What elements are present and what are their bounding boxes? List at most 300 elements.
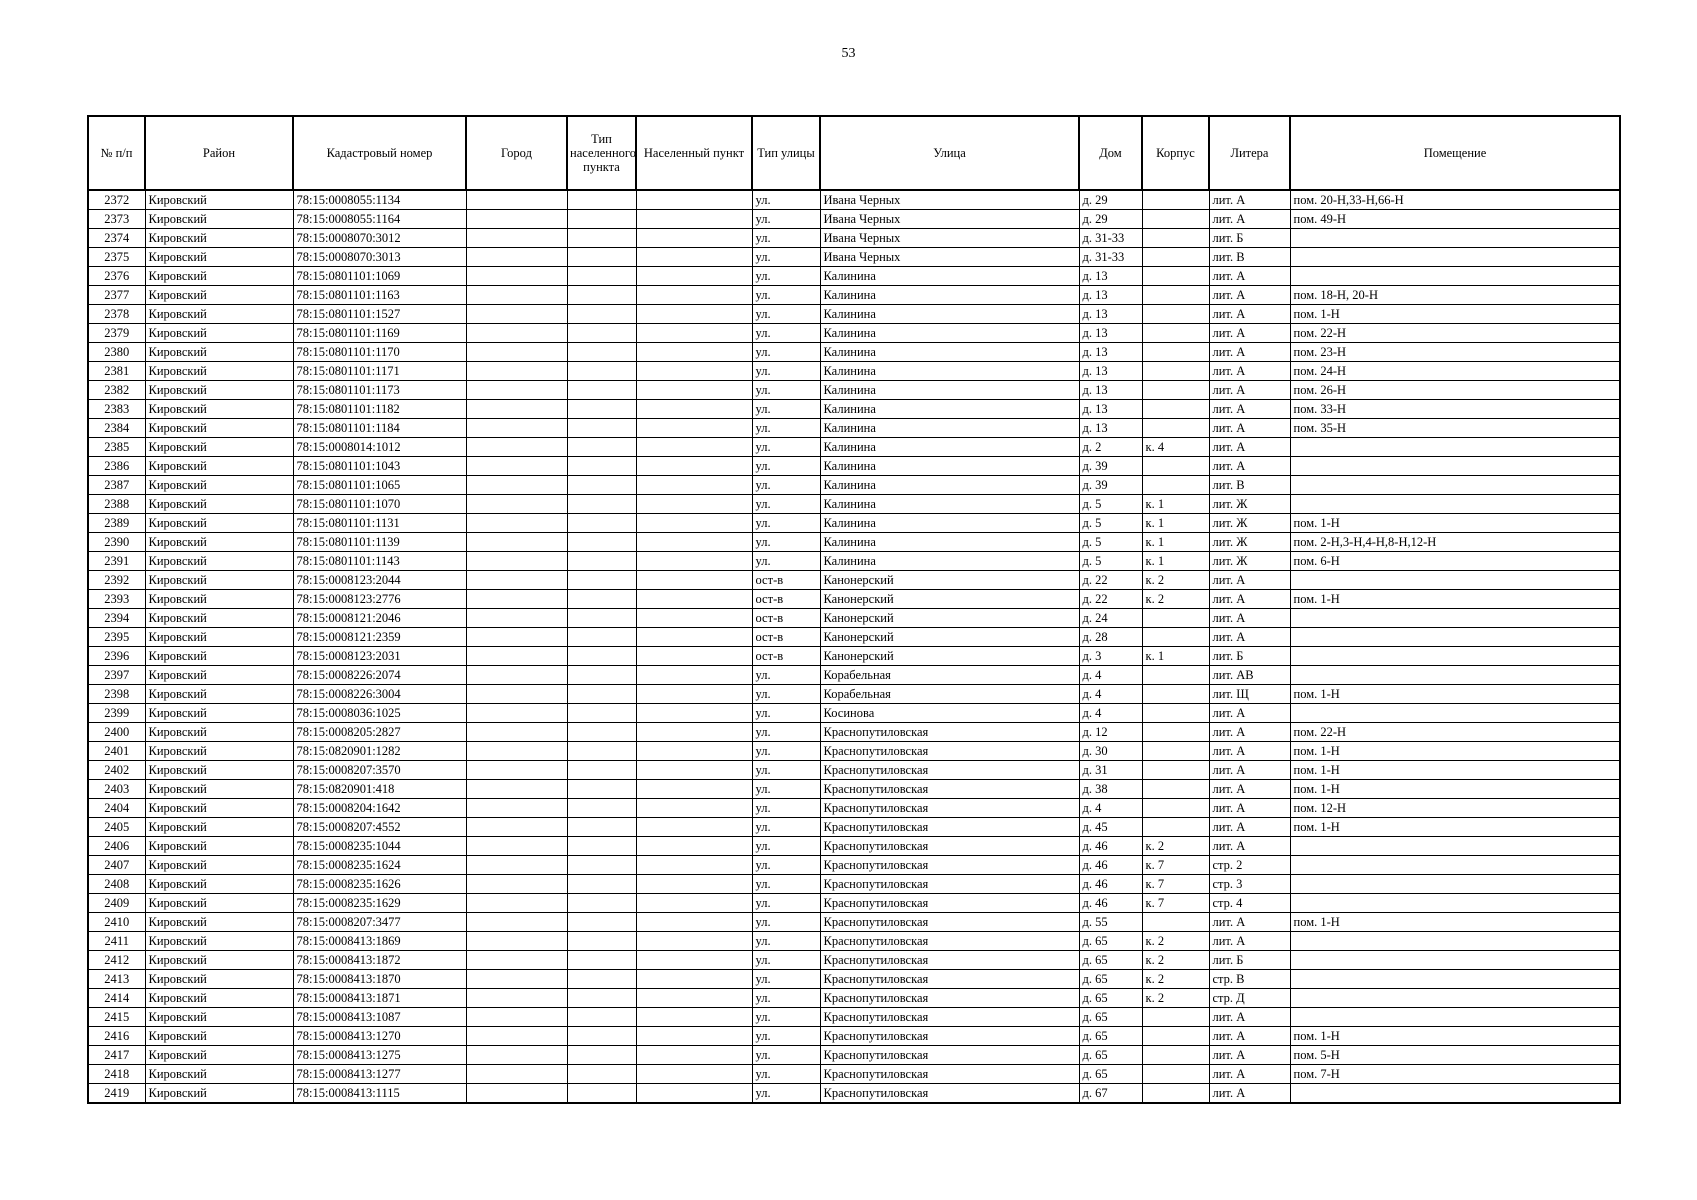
cell-settlement-type <box>567 1084 636 1104</box>
cell-cadastral-number: 78:15:0008014:1012 <box>293 438 466 457</box>
cell-building <box>1142 742 1209 761</box>
cell-cadastral-number: 78:15:0801101:1043 <box>293 457 466 476</box>
cell-settlement <box>636 400 752 419</box>
cell-letter: лит. А <box>1209 1027 1290 1046</box>
cell-house: д. 12 <box>1079 723 1142 742</box>
cell-settlement-type <box>567 457 636 476</box>
cell-house: д. 39 <box>1079 476 1142 495</box>
table-row <box>88 894 1620 913</box>
cell-street-type: ул. <box>752 856 820 875</box>
cell-number: 2416 <box>88 1027 145 1046</box>
cell-house: д. 31-33 <box>1079 248 1142 267</box>
cell-number: 2412 <box>88 951 145 970</box>
cell-number: 2375 <box>88 248 145 267</box>
cell-district: Кировский <box>145 248 293 267</box>
cell-settlement <box>636 1065 752 1084</box>
cell-settlement-type <box>567 476 636 495</box>
cell-cadastral-number: 78:15:0801101:1173 <box>293 381 466 400</box>
cell-district: Кировский <box>145 742 293 761</box>
cell-settlement-type <box>567 799 636 818</box>
cell-street-type: ост-в <box>752 609 820 628</box>
cell-district: Кировский <box>145 210 293 229</box>
cell-district: Кировский <box>145 609 293 628</box>
cell-street: Канонерский <box>820 628 1079 647</box>
cell-street: Калинина <box>820 552 1079 571</box>
cell-cadastral-number: 78:15:0008205:2827 <box>293 723 466 742</box>
table-row <box>88 305 1620 324</box>
cell-settlement-type <box>567 343 636 362</box>
cell-city <box>466 552 567 571</box>
cell-city <box>466 495 567 514</box>
cell-letter: стр. Д <box>1209 989 1290 1008</box>
cell-settlement <box>636 723 752 742</box>
cell-letter: лит. А <box>1209 1046 1290 1065</box>
registry-table <box>87 115 1621 1104</box>
cell-house: д. 2 <box>1079 438 1142 457</box>
cell-letter: лит. А <box>1209 362 1290 381</box>
cell-building: к. 4 <box>1142 438 1209 457</box>
cell-letter: лит. А <box>1209 305 1290 324</box>
table-row <box>88 1065 1620 1084</box>
cell-settlement <box>636 286 752 305</box>
cell-street-type: ул. <box>752 989 820 1008</box>
cell-settlement-type <box>567 1046 636 1065</box>
cell-city <box>466 419 567 438</box>
cell-cadastral-number: 78:15:0008413:1087 <box>293 1008 466 1027</box>
header-settlement-type: Тип населенного пункта <box>567 116 636 190</box>
cell-house: д. 38 <box>1079 780 1142 799</box>
cell-city <box>466 210 567 229</box>
cell-street: Калинина <box>820 362 1079 381</box>
cell-letter: лит. А <box>1209 438 1290 457</box>
cell-street-type: ул. <box>752 704 820 723</box>
cell-house: д. 46 <box>1079 875 1142 894</box>
cell-district: Кировский <box>145 856 293 875</box>
cell-settlement <box>636 894 752 913</box>
cell-number: 2397 <box>88 666 145 685</box>
cell-street: Калинина <box>820 343 1079 362</box>
cell-building: к. 2 <box>1142 590 1209 609</box>
cell-settlement-type <box>567 780 636 799</box>
cell-number: 2399 <box>88 704 145 723</box>
cell-building: к. 7 <box>1142 856 1209 875</box>
cell-building: к. 2 <box>1142 970 1209 989</box>
cell-premises: пом. 1-Н <box>1290 761 1620 780</box>
table-row <box>88 438 1620 457</box>
cell-district: Кировский <box>145 229 293 248</box>
cell-building <box>1142 609 1209 628</box>
header-street-type: Тип улицы <box>752 116 820 190</box>
cell-city <box>466 590 567 609</box>
cell-premises: пом. 20-Н,33-Н,66-Н <box>1290 190 1620 210</box>
cell-premises <box>1290 951 1620 970</box>
cell-settlement <box>636 419 752 438</box>
cell-street-type: ул. <box>752 438 820 457</box>
cell-letter: лит. А <box>1209 742 1290 761</box>
cell-district: Кировский <box>145 666 293 685</box>
table-row <box>88 818 1620 837</box>
cell-building <box>1142 1084 1209 1104</box>
cell-cadastral-number: 78:15:0801101:1169 <box>293 324 466 343</box>
header-street: Улица <box>820 116 1079 190</box>
cell-street-type: ул. <box>752 381 820 400</box>
cell-building <box>1142 761 1209 780</box>
cell-house: д. 28 <box>1079 628 1142 647</box>
cell-street-type: ул. <box>752 552 820 571</box>
cell-street-type: ул. <box>752 1084 820 1104</box>
cell-settlement-type <box>567 837 636 856</box>
cell-house: д. 13 <box>1079 362 1142 381</box>
cell-settlement-type <box>567 571 636 590</box>
cell-street-type: ул. <box>752 932 820 951</box>
table-row <box>88 970 1620 989</box>
cell-street: Краснопутиловская <box>820 818 1079 837</box>
header-district: Район <box>145 116 293 190</box>
cell-house: д. 65 <box>1079 951 1142 970</box>
cell-city <box>466 628 567 647</box>
table-row <box>88 590 1620 609</box>
cell-settlement <box>636 457 752 476</box>
cell-district: Кировский <box>145 647 293 666</box>
cell-letter: лит. А <box>1209 210 1290 229</box>
cell-street-type: ул. <box>752 780 820 799</box>
cell-street-type: ул. <box>752 400 820 419</box>
cell-building <box>1142 666 1209 685</box>
cell-letter: лит. А <box>1209 837 1290 856</box>
cell-building <box>1142 210 1209 229</box>
cell-number: 2400 <box>88 723 145 742</box>
cell-settlement-type <box>567 723 636 742</box>
table-row <box>88 400 1620 419</box>
cell-settlement-type <box>567 248 636 267</box>
cell-house: д. 31 <box>1079 761 1142 780</box>
cell-building <box>1142 229 1209 248</box>
table-row <box>88 248 1620 267</box>
cell-settlement-type <box>567 514 636 533</box>
cell-settlement-type <box>567 381 636 400</box>
cell-street: Корабельная <box>820 685 1079 704</box>
cell-premises <box>1290 476 1620 495</box>
header-number: № п/п <box>88 116 145 190</box>
cell-street-type: ост-в <box>752 590 820 609</box>
cell-cadastral-number: 78:15:0801101:1184 <box>293 419 466 438</box>
table-row <box>88 210 1620 229</box>
cell-premises <box>1290 970 1620 989</box>
cell-settlement <box>636 913 752 932</box>
cell-city <box>466 989 567 1008</box>
cell-city <box>466 229 567 248</box>
cell-district: Кировский <box>145 1065 293 1084</box>
cell-building <box>1142 780 1209 799</box>
cell-letter: лит. А <box>1209 932 1290 951</box>
cell-number: 2383 <box>88 400 145 419</box>
cell-street-type: ул. <box>752 419 820 438</box>
cell-premises <box>1290 1084 1620 1104</box>
cell-city <box>466 685 567 704</box>
cell-city <box>466 818 567 837</box>
cell-premises: пом. 35-Н <box>1290 419 1620 438</box>
cell-cadastral-number: 78:15:0008123:2776 <box>293 590 466 609</box>
cell-city <box>466 571 567 590</box>
table-row <box>88 761 1620 780</box>
cell-cadastral-number: 78:15:0801101:1171 <box>293 362 466 381</box>
cell-cadastral-number: 78:15:0008226:3004 <box>293 685 466 704</box>
cell-street: Канонерский <box>820 590 1079 609</box>
cell-settlement-type <box>567 438 636 457</box>
cell-house: д. 65 <box>1079 1027 1142 1046</box>
cell-letter: лит. А <box>1209 761 1290 780</box>
cell-street: Краснопутиловская <box>820 989 1079 1008</box>
cell-number: 2408 <box>88 875 145 894</box>
cell-city <box>466 1008 567 1027</box>
cell-settlement-type <box>567 590 636 609</box>
table-row <box>88 951 1620 970</box>
cell-number: 2403 <box>88 780 145 799</box>
cell-number: 2404 <box>88 799 145 818</box>
cell-street: Косинова <box>820 704 1079 723</box>
cell-premises: пом. 1-Н <box>1290 685 1620 704</box>
cell-cadastral-number: 78:15:0008070:3013 <box>293 248 466 267</box>
cell-house: д. 5 <box>1079 495 1142 514</box>
cell-premises <box>1290 932 1620 951</box>
cell-premises: пом. 49-Н <box>1290 210 1620 229</box>
cell-letter: лит. А <box>1209 609 1290 628</box>
cell-cadastral-number: 78:15:0801101:1070 <box>293 495 466 514</box>
cell-settlement-type <box>567 1065 636 1084</box>
cell-cadastral-number: 78:15:0008413:1270 <box>293 1027 466 1046</box>
table-row <box>88 875 1620 894</box>
cell-street-type: ул. <box>752 913 820 932</box>
cell-premises <box>1290 647 1620 666</box>
cell-settlement <box>636 514 752 533</box>
table-row <box>88 913 1620 932</box>
cell-district: Кировский <box>145 533 293 552</box>
cell-street: Краснопутиловская <box>820 951 1079 970</box>
cell-premises: пом. 24-Н <box>1290 362 1620 381</box>
cell-premises <box>1290 609 1620 628</box>
cell-letter: лит. Б <box>1209 229 1290 248</box>
cell-number: 2377 <box>88 286 145 305</box>
cell-district: Кировский <box>145 818 293 837</box>
cell-house: д. 22 <box>1079 571 1142 590</box>
cell-number: 2410 <box>88 913 145 932</box>
cell-settlement-type <box>567 229 636 248</box>
table-row <box>88 856 1620 875</box>
cell-street-type: ул. <box>752 476 820 495</box>
cell-cadastral-number: 78:15:0008123:2044 <box>293 571 466 590</box>
cell-city <box>466 799 567 818</box>
cell-cadastral-number: 78:15:0008413:1277 <box>293 1065 466 1084</box>
cell-cadastral-number: 78:15:0008235:1624 <box>293 856 466 875</box>
cell-letter: лит. А <box>1209 913 1290 932</box>
cell-district: Кировский <box>145 305 293 324</box>
cell-street: Калинина <box>820 324 1079 343</box>
cell-city <box>466 400 567 419</box>
cell-house: д. 4 <box>1079 685 1142 704</box>
cell-district: Кировский <box>145 761 293 780</box>
cell-premises: пом. 1-Н <box>1290 780 1620 799</box>
cell-letter: лит. А <box>1209 704 1290 723</box>
cell-house: д. 13 <box>1079 381 1142 400</box>
cell-street: Калинина <box>820 514 1079 533</box>
cell-district: Кировский <box>145 913 293 932</box>
cell-settlement-type <box>567 875 636 894</box>
cell-street-type: ул. <box>752 495 820 514</box>
cell-cadastral-number: 78:15:0008413:1870 <box>293 970 466 989</box>
cell-settlement-type <box>567 267 636 286</box>
cell-premises: пом. 1-Н <box>1290 590 1620 609</box>
cell-settlement <box>636 1084 752 1104</box>
cell-settlement <box>636 267 752 286</box>
header-settlement: Населенный пункт <box>636 116 752 190</box>
cell-settlement-type <box>567 552 636 571</box>
cell-number: 2419 <box>88 1084 145 1104</box>
cell-number: 2378 <box>88 305 145 324</box>
cell-house: д. 39 <box>1079 457 1142 476</box>
cell-number: 2376 <box>88 267 145 286</box>
cell-street-type: ул. <box>752 894 820 913</box>
cell-cadastral-number: 78:15:0008413:1871 <box>293 989 466 1008</box>
cell-building <box>1142 381 1209 400</box>
cell-house: д. 24 <box>1079 609 1142 628</box>
cell-number: 2402 <box>88 761 145 780</box>
cell-cadastral-number: 78:15:0008204:1642 <box>293 799 466 818</box>
cell-number: 2396 <box>88 647 145 666</box>
table-row <box>88 286 1620 305</box>
table-body <box>88 190 1620 1103</box>
cell-letter: лит. А <box>1209 780 1290 799</box>
cell-settlement <box>636 1046 752 1065</box>
cell-premises: пом. 22-Н <box>1290 324 1620 343</box>
cell-city <box>466 837 567 856</box>
cell-settlement <box>636 856 752 875</box>
cell-city <box>466 970 567 989</box>
cell-city <box>466 286 567 305</box>
cell-house: д. 13 <box>1079 400 1142 419</box>
cell-premises <box>1290 571 1620 590</box>
cell-street-type: ул. <box>752 1046 820 1065</box>
cell-premises: пом. 1-Н <box>1290 818 1620 837</box>
cell-street-type: ул. <box>752 362 820 381</box>
cell-street-type: ул. <box>752 190 820 210</box>
cell-building: к. 1 <box>1142 533 1209 552</box>
cell-premises <box>1290 495 1620 514</box>
cell-settlement-type <box>567 989 636 1008</box>
table-row <box>88 419 1620 438</box>
cell-street-type: ул. <box>752 761 820 780</box>
cell-settlement <box>636 685 752 704</box>
cell-building <box>1142 1046 1209 1065</box>
cell-settlement <box>636 248 752 267</box>
cell-number: 2407 <box>88 856 145 875</box>
cell-settlement-type <box>567 932 636 951</box>
cell-district: Кировский <box>145 628 293 647</box>
cell-number: 2382 <box>88 381 145 400</box>
cell-house: д. 5 <box>1079 514 1142 533</box>
cell-district: Кировский <box>145 343 293 362</box>
cell-settlement <box>636 761 752 780</box>
cell-city <box>466 875 567 894</box>
cell-house: д. 13 <box>1079 305 1142 324</box>
cell-settlement <box>636 951 752 970</box>
cell-cadastral-number: 78:15:0008413:1869 <box>293 932 466 951</box>
cell-number: 2406 <box>88 837 145 856</box>
cell-building: к. 1 <box>1142 552 1209 571</box>
cell-cadastral-number: 78:15:0801101:1131 <box>293 514 466 533</box>
cell-building <box>1142 704 1209 723</box>
cell-street-type: ул. <box>752 685 820 704</box>
cell-number: 2405 <box>88 818 145 837</box>
table-row <box>88 989 1620 1008</box>
cell-street: Калинина <box>820 267 1079 286</box>
cell-city <box>466 666 567 685</box>
cell-number: 2417 <box>88 1046 145 1065</box>
cell-house: д. 3 <box>1079 647 1142 666</box>
table-row <box>88 609 1620 628</box>
cell-street: Калинина <box>820 419 1079 438</box>
cell-street: Калинина <box>820 457 1079 476</box>
cell-settlement <box>636 343 752 362</box>
cell-building: к. 1 <box>1142 495 1209 514</box>
cell-street-type: ул. <box>752 666 820 685</box>
cell-building: к. 2 <box>1142 989 1209 1008</box>
cell-district: Кировский <box>145 780 293 799</box>
cell-street-type: ул. <box>752 457 820 476</box>
cell-settlement-type <box>567 400 636 419</box>
cell-letter: лит. А <box>1209 286 1290 305</box>
cell-settlement <box>636 362 752 381</box>
cell-settlement <box>636 438 752 457</box>
table-row <box>88 647 1620 666</box>
cell-street: Ивана Черных <box>820 190 1079 210</box>
cell-street-type: ул. <box>752 248 820 267</box>
cell-letter: лит. А <box>1209 324 1290 343</box>
cell-street-type: ул. <box>752 343 820 362</box>
cell-settlement <box>636 229 752 248</box>
cell-house: д. 4 <box>1079 666 1142 685</box>
cell-settlement-type <box>567 761 636 780</box>
cell-premises <box>1290 837 1620 856</box>
cell-street: Краснопутиловская <box>820 799 1079 818</box>
cell-street-type: ул. <box>752 818 820 837</box>
cell-cadastral-number: 78:15:0008413:1115 <box>293 1084 466 1104</box>
cell-street-type: ул. <box>752 1065 820 1084</box>
table-row <box>88 742 1620 761</box>
cell-district: Кировский <box>145 190 293 210</box>
cell-district: Кировский <box>145 1084 293 1104</box>
cell-house: д. 5 <box>1079 552 1142 571</box>
cell-settlement <box>636 647 752 666</box>
cell-house: д. 5 <box>1079 533 1142 552</box>
cell-city <box>466 951 567 970</box>
cell-house: д. 65 <box>1079 1065 1142 1084</box>
cell-city <box>466 476 567 495</box>
cell-letter: лит. Б <box>1209 647 1290 666</box>
table-row <box>88 514 1620 533</box>
table-row <box>88 932 1620 951</box>
cell-settlement-type <box>567 1027 636 1046</box>
table-row <box>88 457 1620 476</box>
cell-city <box>466 438 567 457</box>
header-premises: Помещение <box>1290 116 1620 190</box>
table-row <box>88 685 1620 704</box>
cell-house: д. 13 <box>1079 286 1142 305</box>
cell-premises <box>1290 438 1620 457</box>
cell-street: Краснопутиловская <box>820 1084 1079 1104</box>
header-cadastral-number: Кадастровый номер <box>293 116 466 190</box>
cell-street: Канонерский <box>820 571 1079 590</box>
cell-cadastral-number: 78:15:0008070:3012 <box>293 229 466 248</box>
